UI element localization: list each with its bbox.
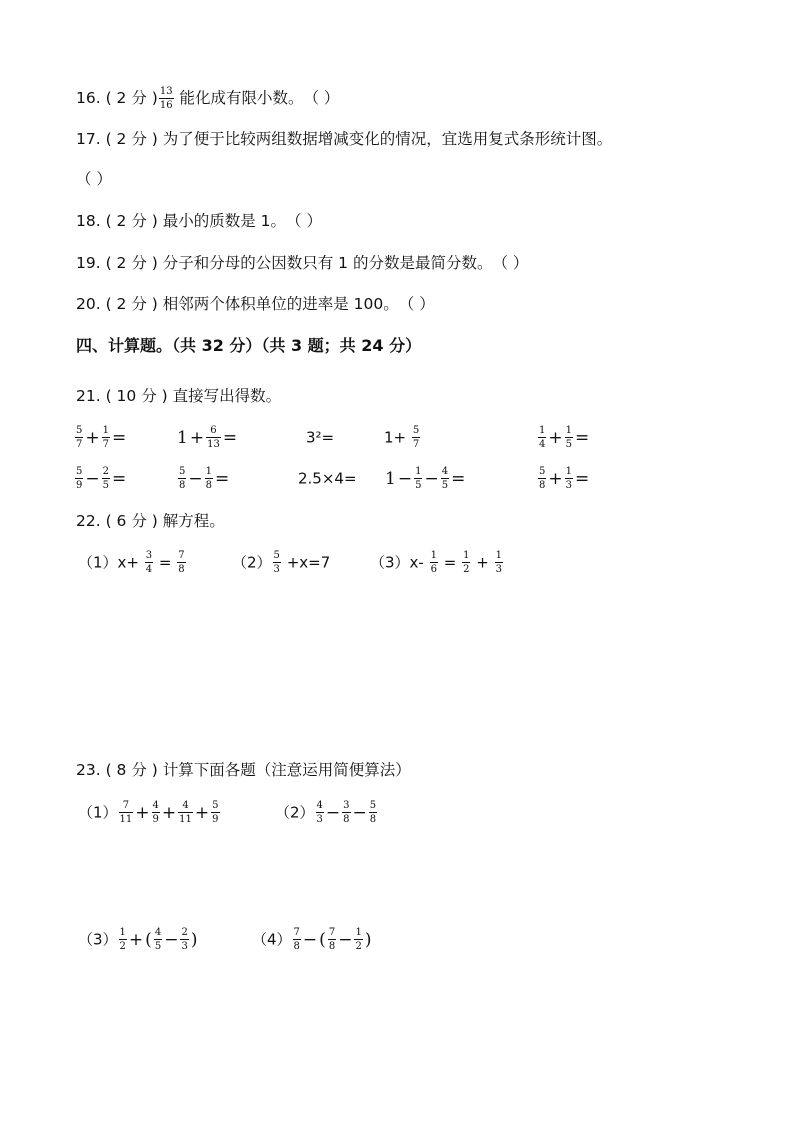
math-text: （3）x- [370,553,424,572]
q20-answer-blank[interactable]: （ ） [398,295,435,313]
q21-prefix: 21. ( 10 分 ) [76,387,168,405]
math-operator: = [575,468,590,489]
question-18 [76,211,322,231]
fraction-denominator: 2 [119,941,126,952]
fraction [369,800,377,825]
fraction-denominator: 8 [328,941,336,952]
q19-prefix: 19. ( 2 分 ) [76,254,158,272]
fraction-numerator: 1 [119,927,126,938]
fraction-numerator: 1 [565,466,572,477]
q18-prefix: 18. ( 2 分 ) [76,212,158,230]
math-operator: − [164,929,179,950]
fraction [565,466,573,491]
fraction-denominator: 5 [441,480,449,491]
q22-equation-1 [78,549,187,576]
fraction-denominator: 8 [343,814,350,825]
math-operator: − [85,468,100,489]
fraction-numerator: 4 [154,927,162,938]
math-operator: = [451,468,466,489]
math-operator: + [135,802,150,823]
fraction-denominator: 7 [76,439,83,450]
fraction-numerator: 5 [212,800,219,811]
fraction-numerator: 1 [565,425,572,436]
fraction-numerator: 1 [355,927,362,938]
fraction-denominator: 8 [205,480,212,491]
fraction-denominator: 5 [102,480,109,491]
math-operator: − [188,468,203,489]
q23-problem-1 [78,799,221,826]
math-operator: + [85,427,100,448]
fraction [102,425,110,450]
math-text: （2） [275,803,315,822]
q21-r2-e [537,465,590,492]
fraction [462,550,470,575]
q21-r1-a [74,424,127,451]
math-operator: − [397,468,413,489]
q20-text: 相邻两个体积单位的进率是 100。 [157,295,399,313]
fraction [178,466,186,491]
fraction-numerator: 1 [102,425,109,436]
fraction-denominator: 9 [212,814,219,825]
math-operator: ) [364,929,372,950]
fraction [565,425,573,450]
q21-r1-c [306,424,334,451]
fraction [273,550,281,575]
fraction-numerator: 13 [159,86,173,97]
fraction-numerator: 4 [316,800,323,811]
math-text: 3²= [306,428,335,447]
fraction [430,550,438,575]
fraction [75,466,83,491]
fraction [211,800,219,825]
q16-answer-blank[interactable]: （ ） [303,89,340,107]
math-text: 1+ [384,428,407,447]
fraction [102,466,110,491]
fraction-numerator: 5 [369,800,377,811]
fraction-numerator: 2 [181,927,188,938]
fraction-numerator: 3 [145,550,153,561]
math-operator: = [575,427,590,448]
math-text: （1） [78,803,118,822]
math-operator: + [548,427,563,448]
fraction-denominator: 8 [178,564,185,575]
q18-text: 最小的质数是 1。 [157,212,287,230]
fraction-denominator: 3 [273,564,280,575]
fraction [152,800,160,825]
math-text: +x=7 [281,553,331,572]
math-operator: + [548,468,563,489]
math-operator: − [424,468,439,489]
question-22 [76,511,225,531]
fraction [354,927,362,952]
fraction [328,927,336,952]
fraction-denominator: 3 [495,564,502,575]
fraction [441,466,449,491]
fraction-numerator: 5 [412,425,420,436]
fraction [293,927,301,952]
q20-prefix: 20. ( 2 分 ) [76,295,158,313]
fraction-denominator: 3 [316,814,323,825]
fraction [177,550,185,575]
math-operator: + [161,802,177,823]
math-operator: ( [319,929,326,950]
math-operator: − [302,929,318,950]
fraction-denominator: 8 [293,941,300,952]
math-operator: 1 [177,427,188,448]
q23-problem-3 [78,926,198,953]
fraction-denominator: 8 [369,814,377,825]
fraction-denominator: 9 [76,480,83,491]
q23-prefix: 23. ( 8 分 ) [76,761,158,779]
math-operator: = [112,427,127,448]
math-text: 2.5×4= [298,469,357,488]
fraction [119,927,127,952]
fraction [178,800,193,825]
q21-r1-d [384,424,421,451]
fraction-numerator: 5 [273,550,280,561]
q19-answer-blank[interactable]: （ ） [492,254,529,272]
fraction-denominator: 3 [181,941,188,952]
math-operator: + [189,427,205,448]
fraction-denominator: 2 [463,564,470,575]
fraction-denominator: 9 [152,814,159,825]
fraction-numerator: 7 [119,800,134,813]
q21-text: 直接写出得数。 [167,387,282,405]
fraction-numerator: 5 [539,466,546,477]
q17-answer-blank[interactable]: （ ） [76,170,112,188]
fraction [205,466,213,491]
fraction-denominator: 16 [159,100,173,111]
math-text: （3） [78,930,118,949]
math-operator: − [325,802,341,823]
q21-r1-e [537,424,590,451]
math-text: + [471,553,494,572]
question-16 [76,86,339,111]
fraction-denominator: 5 [154,941,162,952]
fraction [119,800,134,825]
q19-text: 分子和分母的公因数只有 1 的分数是最简分数。 [157,254,493,272]
math-text: （2） [232,553,272,572]
math-text: （4） [252,930,292,949]
fraction [154,927,162,952]
question-17 [76,129,612,149]
q21-r2-d [384,465,466,492]
fraction [495,550,503,575]
fraction [145,550,153,575]
fraction [414,466,422,491]
fraction-denominator: 4 [145,564,153,575]
fraction [316,800,324,825]
fraction-denominator: 7 [412,439,420,450]
fraction [538,425,546,450]
fraction-denominator: 3 [565,480,572,491]
fraction [342,800,350,825]
math-operator: = [112,468,127,489]
question-20 [76,294,435,314]
fraction-denominator: 7 [102,439,109,450]
fraction-numerator: 4 [152,800,159,811]
math-text: = [439,553,462,572]
q16-fraction [159,86,174,111]
fraction [538,466,546,491]
fraction-denominator: 13 [207,439,220,450]
fraction-numerator: 3 [343,800,350,811]
q21-r2-b [177,465,230,492]
fraction-numerator: 5 [76,425,83,436]
math-operator: + [194,802,210,823]
question-23 [76,760,411,780]
q21-r2-c [298,465,357,492]
question-21 [76,386,281,406]
math-operator: − [338,929,353,950]
section-4-heading: 四、计算题。（共 32 分）（共 3 题；共 24 分） [76,336,422,355]
fraction-numerator: 1 [495,550,502,561]
math-operator: = [222,427,238,448]
fraction-numerator: 1 [430,550,437,561]
fraction-denominator: 8 [179,480,186,491]
fraction-numerator: 1 [415,466,422,477]
fraction-denominator: 6 [430,564,437,575]
q21-r1-b [176,424,238,451]
fraction-denominator: 8 [539,480,546,491]
fraction-numerator: 7 [178,550,185,561]
fraction [75,425,83,450]
math-text: （1）x+ [78,553,139,572]
q16-text: 能化成有限小数。 [174,89,304,107]
fraction-denominator: 5 [415,480,422,491]
math-operator: ) [190,929,198,950]
math-text: = [154,553,177,572]
fraction [412,425,420,450]
fraction-numerator: 6 [206,425,221,438]
fraction-numerator: 1 [539,425,546,436]
fraction-numerator: 4 [178,800,193,813]
fraction-numerator: 4 [441,466,449,477]
fraction-numerator: 5 [179,466,186,477]
fraction-numerator: 1 [463,550,470,561]
q18-answer-blank[interactable]: （ ） [286,212,322,230]
q17-text: 为了便于比较两组数据增减变化的情况，宜选用复式条形统计图。 [157,130,613,148]
math-operator: − [352,802,367,823]
fraction-denominator: 11 [119,814,133,825]
q23-text: 计算下面各题（注意运用简便算法） [157,761,411,779]
math-operator: 1 [385,468,396,489]
q23-problem-4 [252,926,372,953]
math-operator: ( [145,929,152,950]
math-operator: = [215,468,230,489]
q22-text: 解方程。 [157,512,225,530]
fraction-numerator: 5 [76,466,83,477]
question-19 [76,253,528,273]
q23-problem-2 [275,799,378,826]
fraction [206,425,221,450]
fraction-denominator: 4 [539,439,546,450]
fraction-numerator: 7 [293,927,300,938]
q16-prefix: 16. ( 2 分 ) [76,89,158,107]
fraction-numerator: 7 [328,927,336,938]
fraction-numerator: 1 [205,466,212,477]
fraction-denominator: 2 [355,941,362,952]
q22-prefix: 22. ( 6 分 ) [76,512,158,530]
fraction [180,927,188,952]
fraction-denominator: 5 [565,439,572,450]
q17-prefix: 17. ( 2 分 ) [76,130,158,148]
math-operator: + [128,929,144,950]
fraction-denominator: 11 [179,814,192,825]
q22-equation-2 [232,549,330,576]
fraction-numerator: 2 [102,466,109,477]
q22-equation-3 [370,549,504,576]
q21-r2-a [74,465,127,492]
